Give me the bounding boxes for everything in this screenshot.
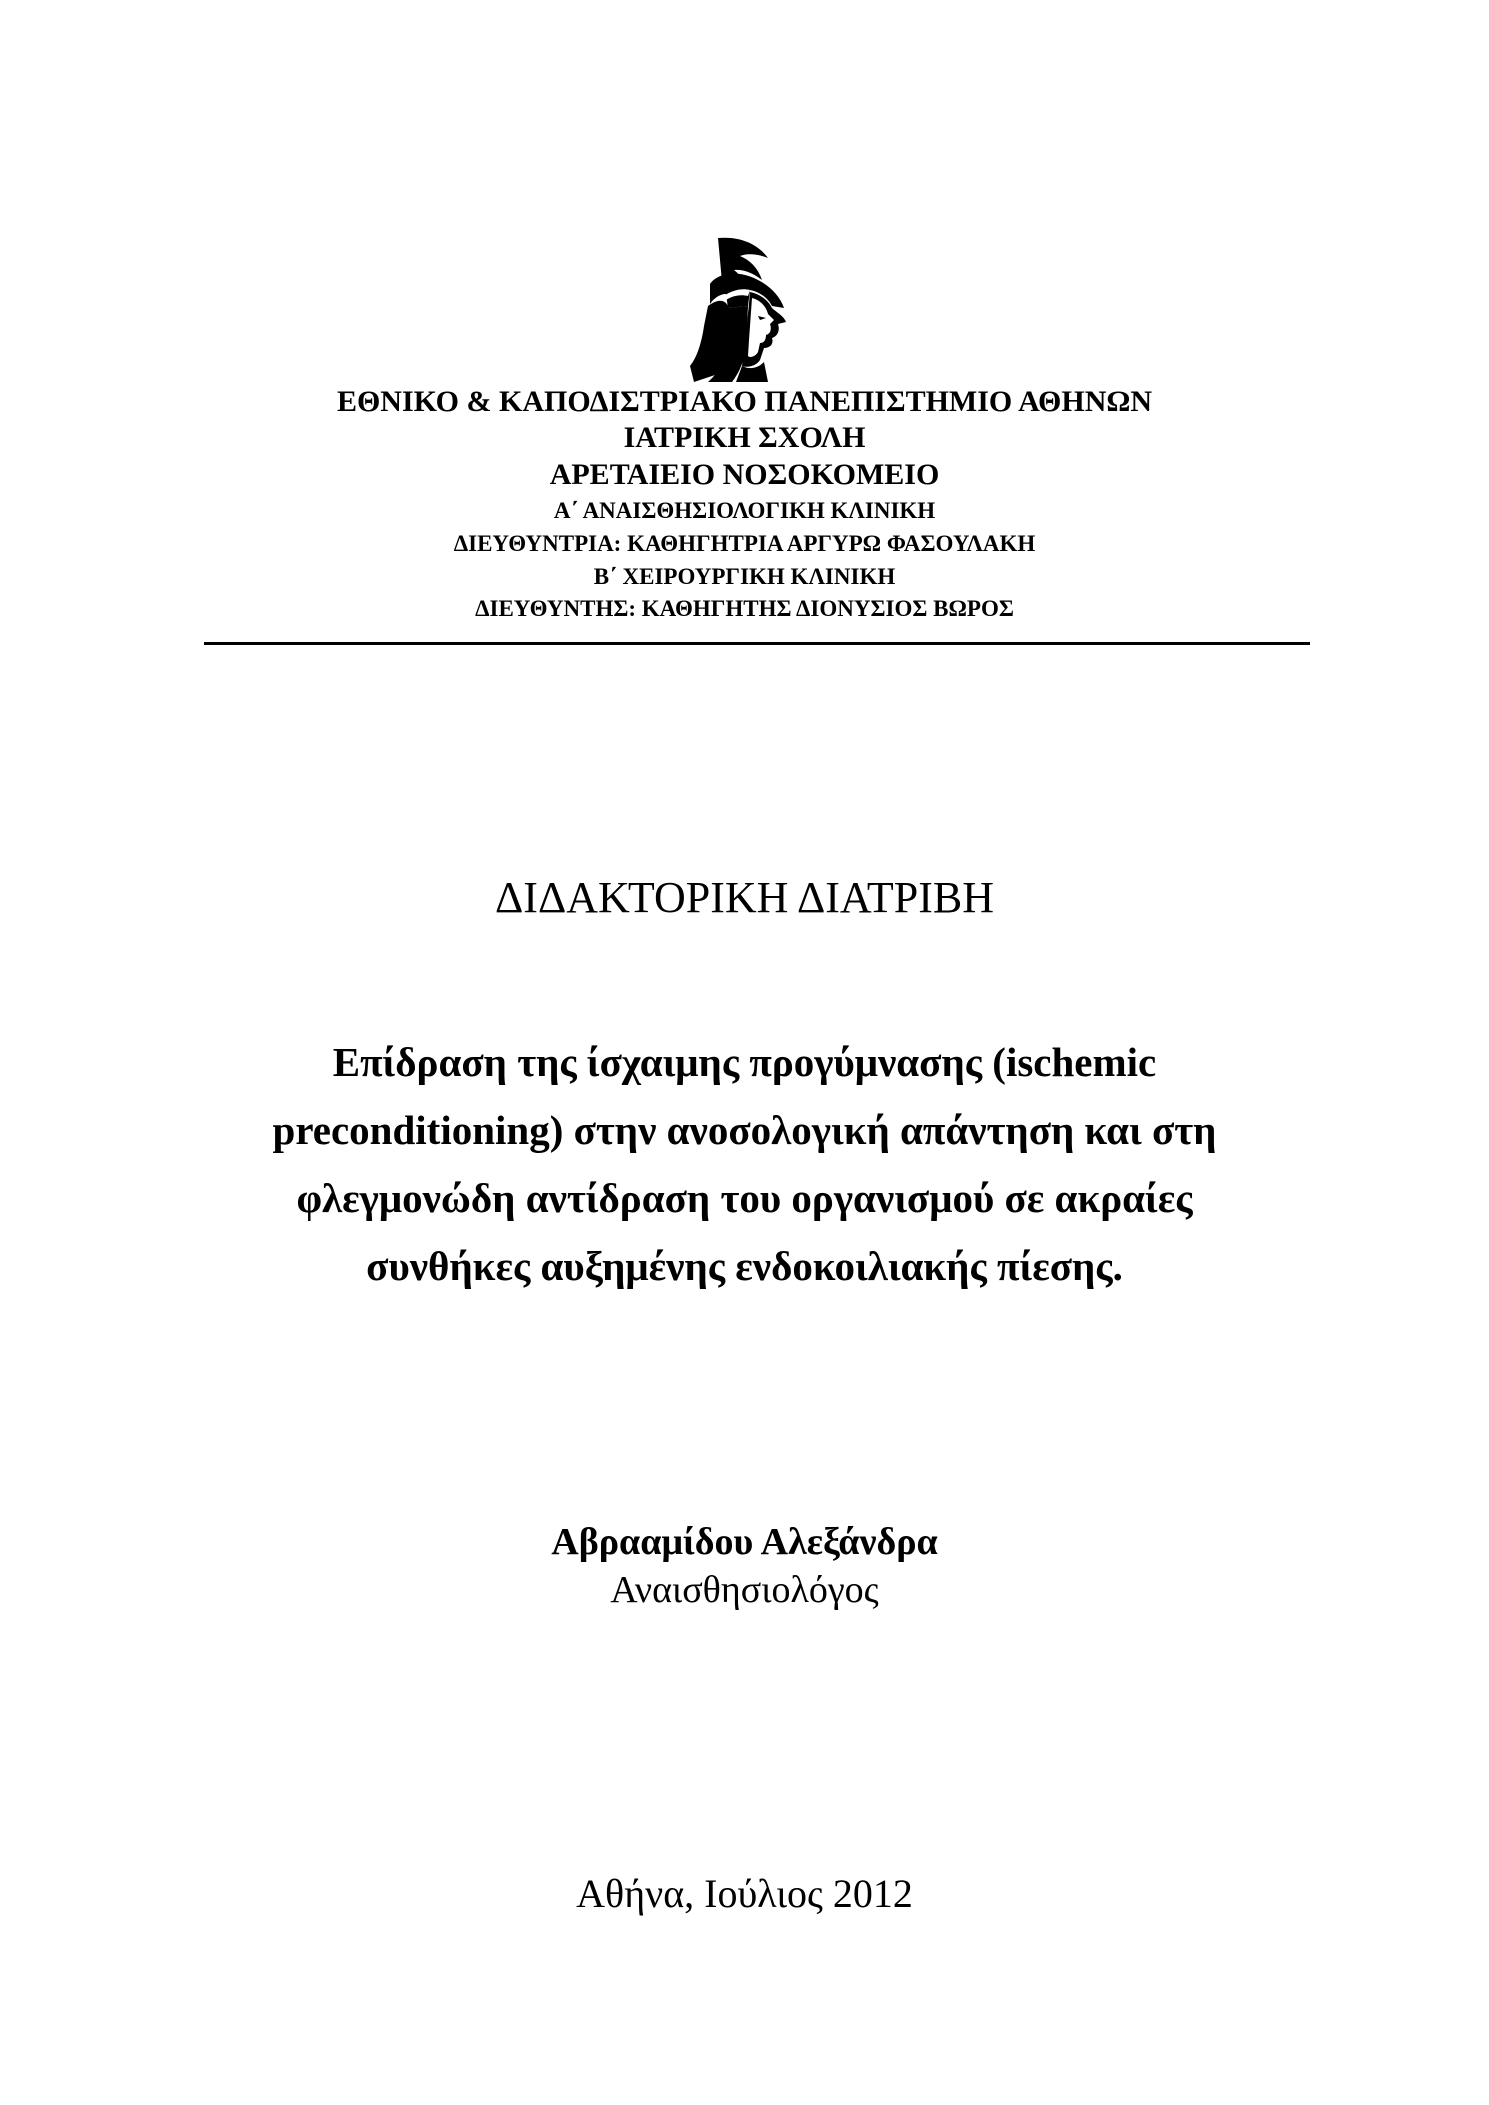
university-athena-logo-icon <box>688 236 798 382</box>
clinic-1-name: Α΄ ΑΝΑΙΣΘΗΣΙΟΛΟΓΙΚΗ ΚΛΙΝΙΚΗ <box>553 498 936 523</box>
thesis-title-line: συνθήκες αυξημένης ενδοκοιλιακής πίεσης. <box>366 1243 1123 1289</box>
thesis-title-line: φλεγμονώδη αντίδραση του οργανισμού σε ακραίες <box>296 1175 1193 1221</box>
place-date: Αθήνα, Ιούλιος 2012 <box>576 1871 913 1916</box>
author-role: Αναισθησιολόγος <box>610 1569 879 1611</box>
author-block <box>0 1518 1489 1614</box>
institution-header <box>0 384 1489 625</box>
university-name: ΕΘΝΙΚΟ & ΚΑΠΟΔΙΣΤΡΙΑΚΟ ΠΑΝΕΠΙΣΤΗΜΙΟ ΑΘΗΝΩΝ <box>336 385 1153 418</box>
school-name: ΙΑΤΡΙΚΗ ΣΧΟΛΗ <box>623 421 866 454</box>
thesis-title-line: preconditioning) στην ανοσολογική απάντηση και στη <box>272 1107 1217 1153</box>
header-divider <box>204 642 1310 645</box>
document-type: ΔΙΔΑΚΤΟΡΙΚΗ ΔΙΑΤΡΙΒΗ <box>495 873 994 922</box>
hospital-name: ΑΡΕΤΑΙΕΙΟ ΝΟΣΟΚΟΜΕΙΟ <box>549 458 940 491</box>
thesis-title <box>0 1028 1489 1300</box>
author-name: Αβρααμίδου Αλεξάνδρα <box>551 1521 938 1563</box>
clinic-2-director: ΔΙΕΥΘΥΝΤΗΣ: ΚΑΘΗΓΗΤΗΣ ΔΙΟΝΥΣΙΟΣ ΒΩΡΟΣ <box>475 596 1014 621</box>
clinic-2-name: Β΄ ΧΕΙΡΟΥΡΓΙΚΗ ΚΛΙΝΙΚΗ <box>593 564 896 589</box>
clinic-1-director: ΔΙΕΥΘΥΝΤΡΙΑ: ΚΑΘΗΓΗΤΡΙΑ ΑΡΓΥΡΩ ΦΑΣΟΥΛΑΚΗ <box>453 531 1036 556</box>
thesis-title-line: Επίδραση της ίσχαιμης προγύμνασης (ischemic <box>332 1039 1157 1085</box>
